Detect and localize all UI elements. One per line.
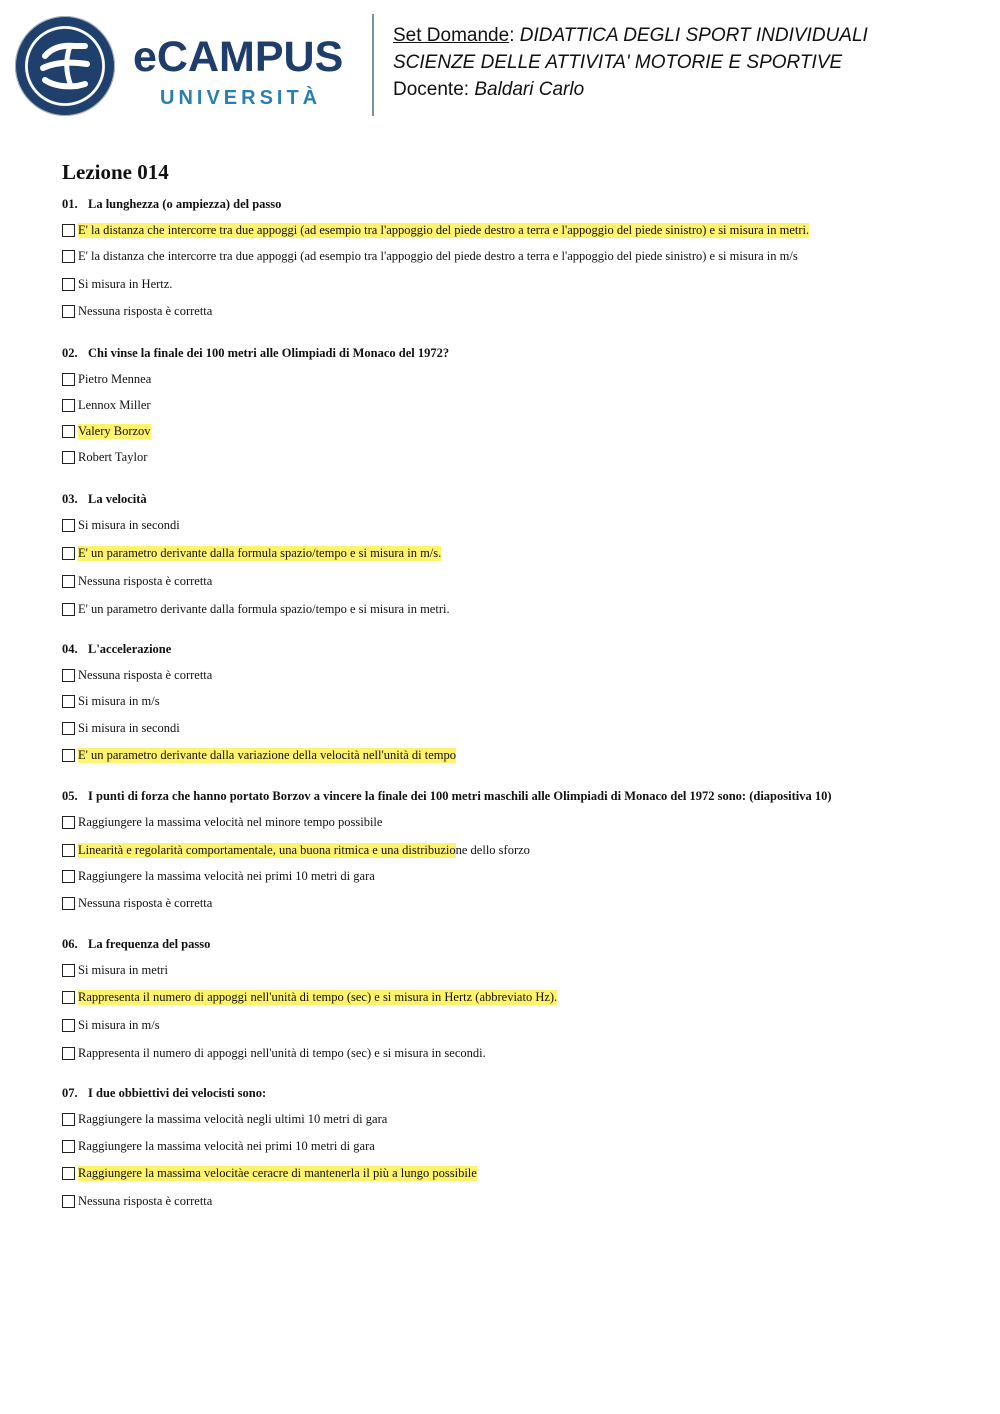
question-6 <box>62 937 210 952</box>
checkbox[interactable] <box>62 519 75 532</box>
answer-option[interactable] <box>62 692 160 710</box>
answer-option[interactable] <box>62 1110 387 1128</box>
checkbox[interactable] <box>62 722 75 735</box>
question-text: Chi vinse la finale dei 100 metri alle Olimpiadi di Monaco del 1972? <box>88 346 450 360</box>
brand-subtitle: UNIVERSITÀ <box>160 87 322 109</box>
answer-text: E' la distanza che intercorre tra due appoggi (ad esempio tra l'appoggio del piede destro a terra e l'appoggio del piede sinistro) e si misura in m/s <box>78 248 798 263</box>
logo-e-mark-icon <box>15 16 115 116</box>
answer-option[interactable] <box>62 867 375 885</box>
answer-text: Robert Taylor <box>78 449 148 464</box>
answer-text: Rappresenta il numero di appoggi nell'unità di tempo (sec) e si misura in Hertz (abbreviato Hz). <box>78 989 558 1004</box>
question-text: La frequenza del passo <box>88 937 211 951</box>
checkbox[interactable] <box>62 1047 75 1060</box>
answer-option[interactable] <box>62 302 212 320</box>
answer-text: Raggiungere la massima velocità nei primi 10 metri di gara <box>78 868 375 883</box>
question-number: 06. <box>62 937 78 951</box>
question-3 <box>62 492 147 507</box>
answer-text: E' un parametro derivante dalla formula spazio/tempo e si misura in m/s. <box>78 545 442 560</box>
answer-text-rest: ne dello sforzo <box>455 842 530 857</box>
checkbox[interactable] <box>62 399 75 412</box>
checkbox[interactable] <box>62 1113 75 1126</box>
answer-text: Raggiungere la massima velocità negli ultimi 10 metri di gara <box>78 1111 388 1126</box>
question-number: 07. <box>62 1086 78 1100</box>
answer-text: E' un parametro derivante dalla formula spazio/tempo e si misura in metri. <box>78 601 450 616</box>
question-number: 05. <box>62 789 78 803</box>
answer-option[interactable] <box>62 894 212 912</box>
answer-text: Nessuna risposta è corretta <box>78 573 213 588</box>
answer-text: Valery Borzov <box>78 423 151 438</box>
answer-option[interactable] <box>62 247 798 265</box>
checkbox[interactable] <box>62 425 75 438</box>
header-line-course: Set Domande: DIDATTICA DEGLI SPORT INDIVIDUALI <box>393 25 868 46</box>
answer-text: Lennox Miller <box>78 397 151 412</box>
question-number: 04. <box>62 642 78 656</box>
checkbox[interactable] <box>62 278 75 291</box>
question-text: I punti di forza che hanno portato Borzov a vincere la finale dei 100 metri maschili alle Olimpiadi di Monaco del 1972 sono: (diapositiva 10) <box>88 789 832 803</box>
answer-option[interactable] <box>62 370 151 388</box>
question-text: La velocità <box>88 492 147 506</box>
answer-option[interactable] <box>62 961 168 979</box>
answer-text: Nessuna risposta è corretta <box>78 303 213 318</box>
answer-text: Si misura in secondi <box>78 720 180 735</box>
answer-text: Si misura in Hertz. <box>78 276 173 291</box>
lesson-title: Lezione 014 <box>62 160 169 184</box>
answer-text: Raggiungere la massima velocità nel minore tempo possibile <box>78 814 383 829</box>
checkbox[interactable] <box>62 816 75 829</box>
answer-option[interactable] <box>62 988 557 1006</box>
question-7 <box>62 1086 266 1101</box>
answer-text: Nessuna risposta è corretta <box>78 667 213 682</box>
answer-text: E' la distanza che intercorre tra due appoggi (ad esempio tra l'appoggio del piede destro a terra e l'appoggio del piede sinistro) e si misura in metri. <box>78 222 810 237</box>
answer-option[interactable] <box>62 275 172 293</box>
question-1 <box>62 197 281 212</box>
header-line-teacher <box>393 76 868 103</box>
answer-text: Rappresenta il numero di appoggi nell'unità di tempo (sec) e si misura in secondi. <box>78 1045 486 1060</box>
answer-option[interactable] <box>62 221 809 239</box>
answer-option[interactable] <box>62 600 450 618</box>
answer-text: Si misura in m/s <box>78 693 160 708</box>
answer-option[interactable] <box>62 841 530 859</box>
answer-option[interactable] <box>62 746 456 764</box>
answer-option[interactable] <box>62 719 180 737</box>
ecampus-logo-emblem <box>15 16 115 116</box>
answer-option[interactable] <box>62 813 382 831</box>
checkbox[interactable] <box>62 373 75 386</box>
answer-option[interactable] <box>62 544 441 562</box>
answer-option[interactable] <box>62 448 147 466</box>
question-text: I due obbiettivi dei velocisti sono: <box>88 1086 267 1100</box>
answer-text: Raggiungere la massima velocitàe ceracre di mantenerla il più a lungo possibile <box>78 1165 477 1180</box>
teacher-name: Baldari Carlo <box>474 79 585 100</box>
answer-text: Nessuna risposta è corretta <box>78 1193 213 1208</box>
header-info <box>393 22 868 103</box>
checkbox[interactable] <box>62 897 75 910</box>
header-line-program <box>393 49 868 76</box>
answer-option[interactable] <box>62 1192 212 1210</box>
checkbox[interactable] <box>62 695 75 708</box>
checkbox[interactable] <box>62 1167 75 1180</box>
course-title: DIDATTICA DEGLI SPORT INDIVIDUALI <box>519 25 868 46</box>
question-number: 01. <box>62 197 78 211</box>
brand-name: eCAMPUS <box>133 33 344 81</box>
checkbox[interactable] <box>62 603 75 616</box>
checkbox[interactable] <box>62 669 75 682</box>
answer-text: Linearità e regolarità comportamentale, una buona ritmica e una distribuzio <box>78 842 456 857</box>
answer-text: Nessuna risposta è corretta <box>78 895 213 910</box>
question-2 <box>62 346 449 361</box>
program-title: SCIENZE DELLE ATTIVITA' MOTORIE E SPORTIVE <box>393 52 843 73</box>
checkbox[interactable] <box>62 991 75 1004</box>
document-header <box>0 0 1000 130</box>
checkbox[interactable] <box>62 547 75 560</box>
checkbox[interactable] <box>62 575 75 588</box>
checkbox[interactable] <box>62 749 75 762</box>
teacher-label: Docente: <box>393 79 470 100</box>
question-text: La lunghezza (o ampiezza) del passo <box>88 197 282 211</box>
answer-option[interactable] <box>62 1137 375 1155</box>
answer-option[interactable] <box>62 666 212 684</box>
answer-text: Si misura in metri <box>78 962 168 977</box>
checkbox[interactable] <box>62 844 75 857</box>
answer-option[interactable] <box>62 572 212 590</box>
checkbox[interactable] <box>62 250 75 263</box>
answer-option[interactable] <box>62 516 180 534</box>
question-5 <box>62 789 832 804</box>
checkbox[interactable] <box>62 305 75 318</box>
checkbox[interactable] <box>62 451 75 464</box>
checkbox[interactable] <box>62 1195 75 1208</box>
checkbox[interactable] <box>62 1140 75 1153</box>
answer-text: Si misura in m/s <box>78 1017 160 1032</box>
answer-option[interactable] <box>62 1044 486 1062</box>
checkbox[interactable] <box>62 870 75 883</box>
question-text: L'accelerazione <box>88 642 172 656</box>
question-number: 03. <box>62 492 78 506</box>
answer-option[interactable] <box>62 396 151 414</box>
answer-text: Raggiungere la massima velocità nei primi 10 metri di gara <box>78 1138 375 1153</box>
answer-option[interactable] <box>62 1164 477 1182</box>
set-label: Set Domande <box>393 25 510 46</box>
header-divider <box>372 14 374 116</box>
checkbox[interactable] <box>62 224 75 237</box>
answer-text: Pietro Mennea <box>78 371 152 386</box>
answer-text: E' un parametro derivante dalla variazione della velocità nell'unità di tempo <box>78 747 456 762</box>
answer-option[interactable] <box>62 422 151 440</box>
answer-option[interactable] <box>62 1016 160 1034</box>
answer-text: Si misura in secondi <box>78 517 180 532</box>
checkbox[interactable] <box>62 964 75 977</box>
question-4 <box>62 642 171 657</box>
checkbox[interactable] <box>62 1019 75 1032</box>
question-number: 02. <box>62 346 78 360</box>
